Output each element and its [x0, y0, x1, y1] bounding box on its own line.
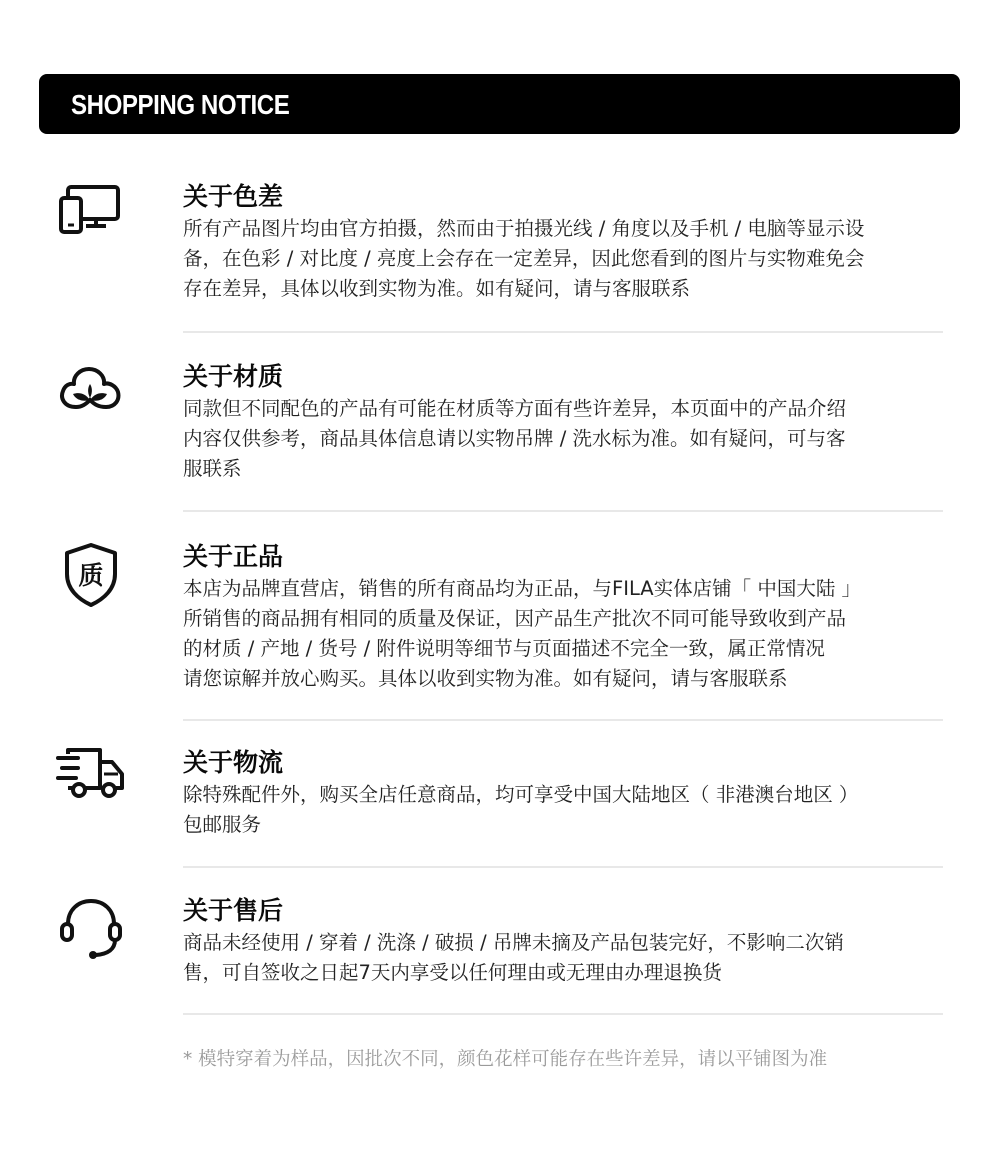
section-body-logistics	[183, 780, 945, 840]
shopping-notice-header	[39, 74, 960, 134]
section-divider	[183, 331, 943, 333]
section-title-authentic: 关于正品	[183, 542, 284, 571]
section-divider	[183, 510, 943, 512]
body-line: 备，在色彩 / 对比度 / 亮度上会存在一定差异，因此您看到的图片与实物难免会	[183, 247, 865, 270]
body-line: 所销售的商品拥有相同的质量及保证，因产品生产批次不同可能导致收到产品	[183, 607, 847, 630]
body-line: 的材质 / 产地 / 货号 / 附件说明等细节与页面描述不完全一致，属正常情况	[183, 637, 825, 660]
devices-icon	[56, 180, 126, 250]
section-title-material: 关于材质	[183, 362, 284, 391]
body-line: 除特殊配件外，购买全店任意商品，均可享受中国大陆地区（ 非港澳台地区 ）	[183, 783, 859, 806]
body-line: 商品未经使用 / 穿着 / 洗涤 / 破损 / 吊牌未摘及产品包装完好，不影响二次销	[183, 931, 844, 954]
body-line: 内容仅供参考，商品具体信息请以实物吊牌 / 洗水标为准。如有疑问，可与客	[183, 427, 846, 450]
section-title-aftersales: 关于售后	[183, 896, 284, 925]
headset-icon	[56, 894, 126, 964]
section-body-aftersales	[183, 928, 945, 988]
section-divider	[183, 719, 943, 721]
header-title: SHOPPING NOTICE	[71, 89, 290, 120]
quality-shield-icon	[56, 540, 126, 610]
section-body-material	[183, 394, 945, 484]
cotton-icon	[56, 358, 126, 428]
section-body-authentic	[183, 574, 945, 694]
body-line: 请您谅解并放心购买。具体以收到实物为准。如有疑问，请与客服联系	[183, 667, 788, 690]
section-title-color: 关于色差	[183, 182, 284, 211]
section-divider	[183, 866, 943, 868]
footnote: * 模特穿着为样品，因批次不同，颜色花样可能存在些许差异，请以平铺图为准	[183, 1049, 828, 1070]
section-body-color	[183, 214, 945, 304]
body-line: 售，可自签收之日起7天内享受以任何理由或无理由办理退换货	[183, 961, 722, 984]
body-line: 服联系	[183, 457, 242, 480]
quality-shield-icon-text: 质	[78, 561, 104, 590]
body-line: 同款但不同配色的产品有可能在材质等方面有些许差异，本页面中的产品介绍	[183, 397, 847, 420]
body-line: 所有产品图片均由官方拍摄，然而由于拍摄光线 / 角度以及手机 / 电脑等显示设	[183, 217, 865, 240]
body-line: 存在差异，具体以收到实物为准。如有疑问，请与客服联系	[183, 277, 691, 300]
section-title-logistics: 关于物流	[183, 748, 284, 777]
body-line: 包邮服务	[183, 813, 262, 836]
section-divider	[183, 1013, 943, 1015]
body-line: 本店为品牌直营店，销售的所有商品均为正品，与FILA实体店铺「 中国大陆 」	[183, 577, 862, 600]
delivery-truck-icon	[56, 744, 126, 814]
